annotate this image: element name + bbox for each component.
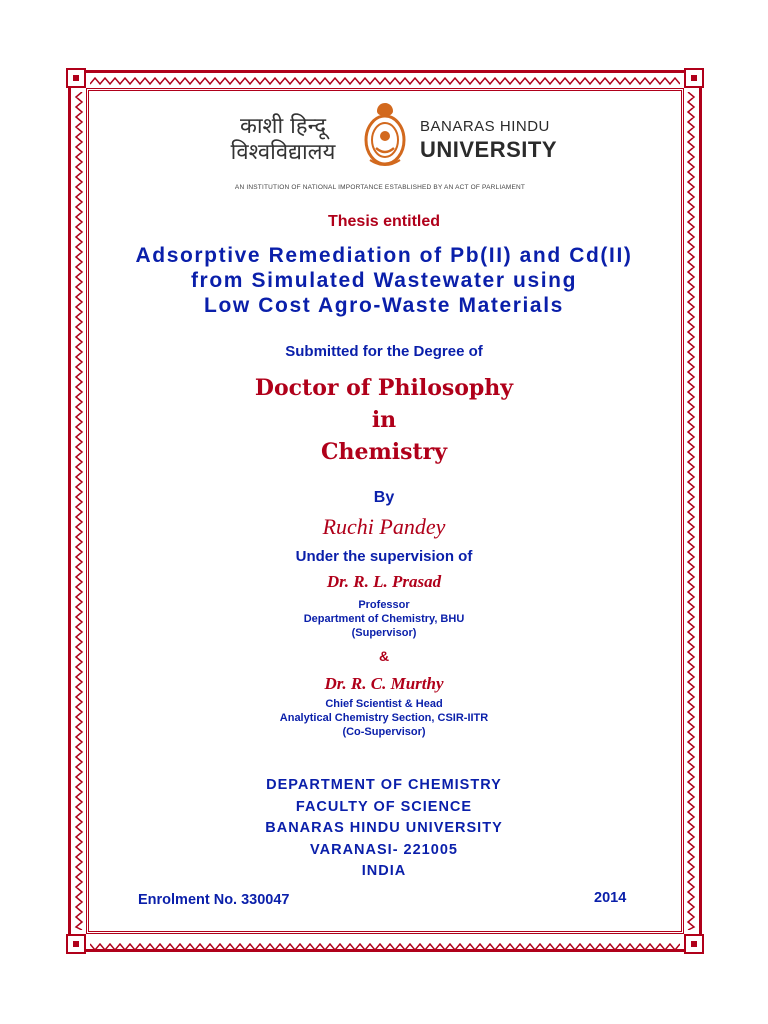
supervision-label: Under the supervision of: [295, 548, 473, 565]
logo-hindi-name: [218, 114, 348, 166]
corner-ornament-bottom-right: [684, 934, 704, 954]
degree-in: in: [371, 407, 397, 433]
university-logo: [200, 98, 560, 194]
border-pattern-left: [74, 92, 84, 930]
supervisor-details: [100, 598, 668, 640]
co-supervisor-title: Chief Scientist & Head: [325, 698, 443, 710]
submitted-for-label: Submitted for the Degree of: [285, 343, 483, 360]
degree-name: Doctor of Philosophy: [254, 375, 514, 401]
degree-block: [100, 372, 668, 468]
faculty-line: FACULTY OF SCIENCE: [295, 798, 473, 815]
thesis-title-line: Adsorptive Remediation of Pb(II) and Cd(II): [135, 244, 633, 267]
co-supervisor-department: Analytical Chemistry Section, CSIR-IITR: [279, 712, 489, 724]
logo-english-name: [420, 118, 560, 163]
logo-english-line2: UNIVERSITY: [420, 137, 558, 162]
logo-hindi-line1: काशी हिन्दू: [239, 114, 327, 139]
university-seal-icon: [360, 100, 410, 170]
co-supervisor-details: [100, 697, 668, 739]
author-name: Ruchi Pandey: [322, 514, 446, 539]
university-line: BANARAS HINDU UNIVERSITY: [265, 820, 503, 836]
department-address: [100, 775, 668, 883]
supervisor-role: (Supervisor): [351, 627, 417, 639]
supervisor-name: Dr. R. L. Prasad: [326, 572, 442, 591]
logo-tagline: AN INSTITUTION OF NATIONAL IMPORTANCE ESTABLISHED BY AN ACT OF PARLIAMENT: [234, 184, 526, 191]
co-supervisor-name: Dr. R. C. Murthy: [324, 674, 444, 693]
thesis-entitled-heading: Thesis entitled: [327, 213, 441, 230]
thesis-title: [100, 243, 668, 318]
corner-ornament-top-right: [684, 68, 704, 88]
border-pattern-bottom: [90, 942, 680, 952]
degree-subject: Chemistry: [320, 439, 448, 465]
by-label: By: [373, 489, 395, 506]
thesis-title-line: from Simulated Wastewater using: [190, 269, 578, 292]
border-pattern-right: [686, 92, 696, 930]
border-pattern-top: [90, 76, 680, 86]
logo-english-line1: BANARAS HINDU: [420, 118, 550, 135]
logo-hindi-line2: विश्वविद्यालय: [230, 140, 336, 165]
submission-year: 2014: [594, 890, 627, 906]
department-line: DEPARTMENT OF CHEMISTRY: [266, 777, 502, 793]
country-line: INDIA: [361, 863, 407, 879]
corner-ornament-bottom-left: [66, 934, 86, 954]
supervisor-department: Department of Chemistry, BHU: [303, 613, 465, 625]
ampersand: &: [378, 648, 390, 664]
thesis-title-line: Low Cost Agro-Waste Materials: [204, 294, 564, 317]
corner-ornament-top-left: [66, 68, 86, 88]
co-supervisor-role: (Co-Supervisor): [342, 726, 426, 738]
city-line: VARANASI- 221005: [310, 841, 458, 858]
supervisor-title: Professor: [358, 599, 410, 611]
enrolment-number: Enrolment No. 330047: [138, 892, 290, 908]
